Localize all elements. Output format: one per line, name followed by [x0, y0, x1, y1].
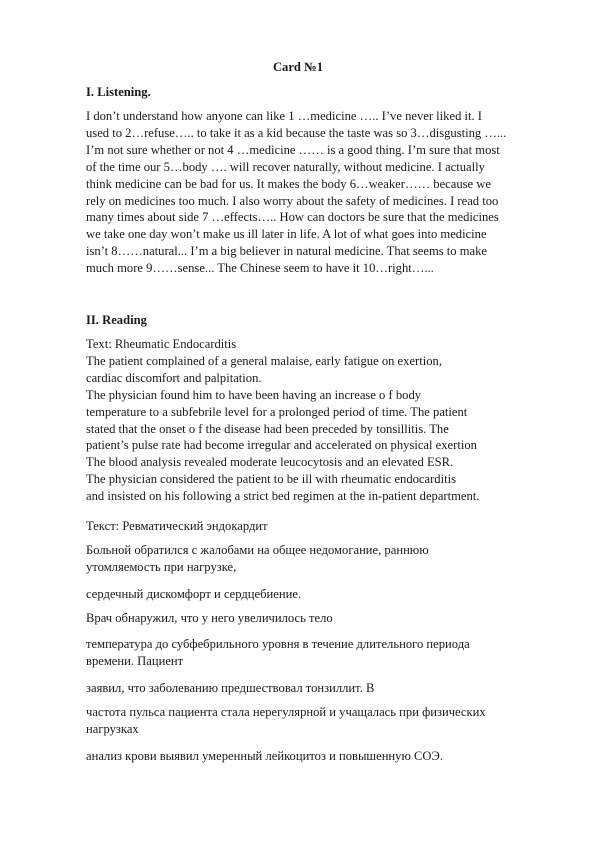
card-title: Card №1 — [272, 60, 324, 74]
reading-heading: II. Reading — [86, 313, 147, 327]
ru-paragraph: сердечный дискомфорт и сердцебиение. — [86, 587, 302, 601]
ru-paragraph: анализ крови выявил умеренный лейкоцитоз и повышенную СОЭ. — [86, 749, 443, 763]
ru-paragraph: частота пульса пациента стала нерегулярной и учащалась при физических нагрузках — [86, 705, 486, 736]
listening-text: I don’t understand how anyone can like 1 …medicine ….. I’ve never liked it. I used to 2…refuse….. to take it as a kid because the taste was so 3…disgusting …... I’m not sure whether or not 4 …medicine …… is a good thing. I’m sure that most of the time our 5…body …. will recover naturally, without medicine. I actually think medicine can be bad for us. It makes the body 6…weaker…… because we rely on medicines too much. I also worry about the safety of medicines. I read too many times about side 7 …effects….. How can doctors be sure that the medicines we take one day won’t make us ill later in life. A lot of what goes into medicine isn’t 8……natural... I’m a big believer in natural medicine. That seems to make much more 9……sense... The Chinese seem to have it 10…right…... — [86, 109, 507, 276]
reading-english-text: Text: Rheumatic Endocarditis The patient complained of a general malaise, early fatigue on exertion, cardiac discomfort and palpitation. The physician found him to have been having an increase o f body temperature to a subfebrile level for a prolonged period of time. The patient stated that the onset o f the disease had been preceded by tonsillitis. The patient’s pulse rate had become irregular and accelerated on physical exertion The blood analysis revealed moderate leucocytosis and an elevated ESR. The physician considered the patient to be ill with rheumatic endocarditis and insisted on his following a strict bed regimen at the in-patient department. — [86, 337, 480, 504]
ru-paragraph: Больной обратился с жалобами на общее недомогание, раннюю утомляемость при нагрузке, — [86, 543, 429, 574]
ru-paragraph-title: Текст: Ревматический эндокардит — [86, 519, 268, 533]
ru-paragraph: Врач обнаружил, что у него увеличилось тело — [86, 611, 333, 625]
listening-heading: I. Listening. — [86, 85, 151, 99]
ru-paragraph: заявил, что заболеванию предшествовал тонзиллит. В — [86, 681, 375, 695]
ru-paragraph: температура до субфебрильного уровня в течение длительного периода времени. Пациент — [86, 637, 470, 668]
